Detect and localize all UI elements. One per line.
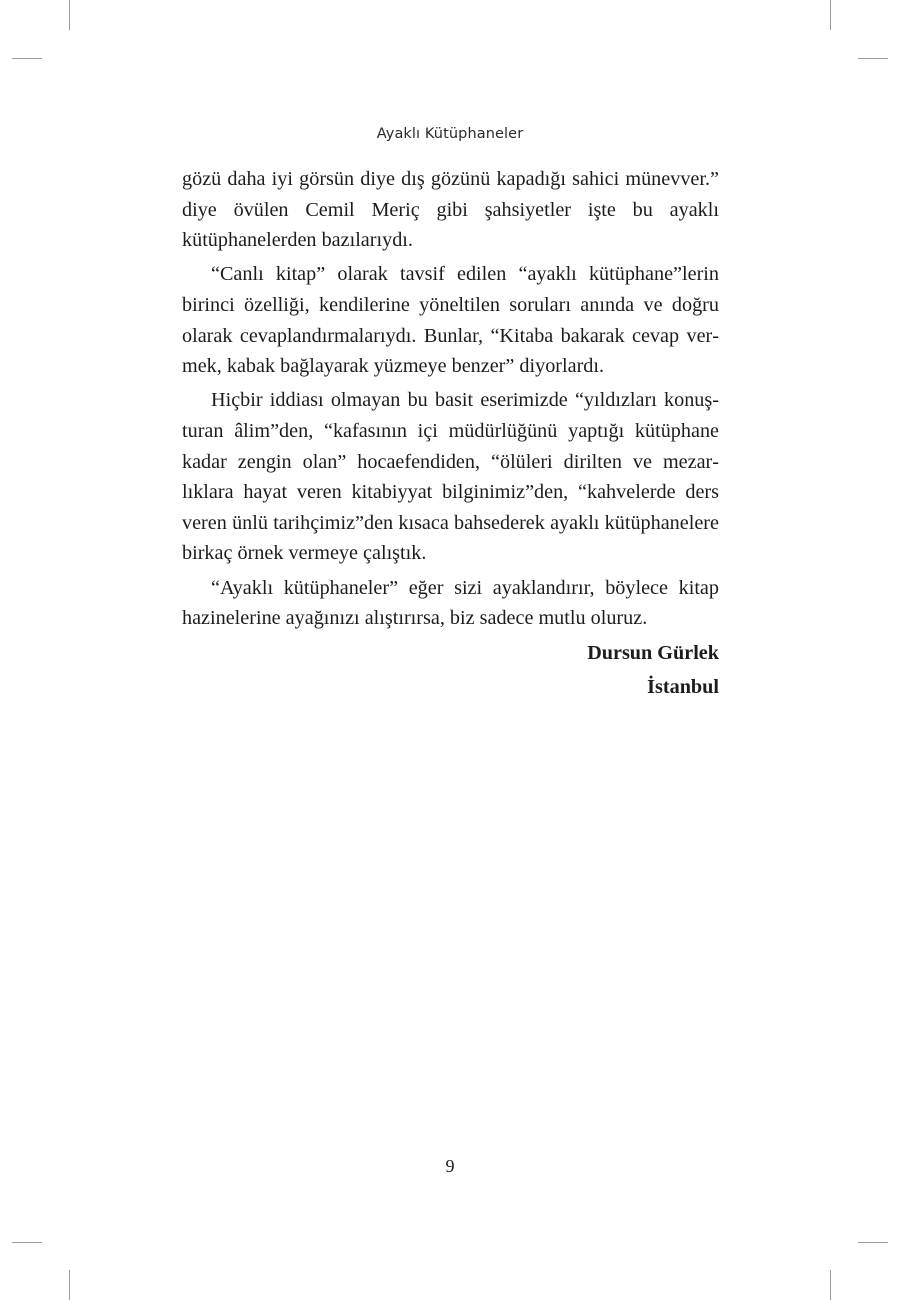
signature-author: Dursun Gürlek [587,641,719,664]
crop-mark-top-right-horizontal [858,58,888,59]
paragraph-2: “Canlı kitap” olarak tavsif edilen “ayaklı kütüphane”lerin birinci özelliği, kendilerine yöneltilen soruları anında ve doğru olarak cevaplandırmalarıydı. Bunlar, “Kitaba bakarak cevap vermek, kabak bağlayarak yüzmeye benzer” diyorlardı. [182,263,719,378]
body-text [182,164,719,703]
paragraph-1: gözü daha iyi görsün diye dış gözünü kapadığı sahici münevver.” diye övülen Cemil Meriç gibi şahsiyetler işte bu ayaklı kütüphanelerden bazılarıydı. [182,168,719,252]
crop-mark-bottom-right [830,1270,831,1300]
crop-mark-top-left [69,0,70,30]
paragraph-3: Hiçbir iddiası olmayan bu basit eserimizde “yıldızları konuşturan âlim”den, “kafasının içi müdürlüğünü yaptığı kütüphane kadar zengin olan” hocaefendiden, “ölüleri dirilten ve mezarlıklara hayat veren kitabiyyat bilginimiz”den, “kahvelerde ders veren ünlü tarihçimiz”den kısaca bahsederek ayaklı kütüphanelere birkaç örnek vermeye çalıştık. [182,389,719,565]
running-head: Ayaklı Kütüphaneler [376,126,524,142]
paragraph-4: “Ayaklı kütüphaneler” eğer sizi ayaklandırır, böylece kitap hazinelerine ayağınızı alıştırırsa, biz sadece mutlu oluruz. [182,576,719,630]
crop-mark-bottom-left-horizontal [12,1242,42,1243]
page-number: 9 [445,1156,455,1176]
crop-mark-bottom-right-horizontal [858,1242,888,1243]
crop-mark-top-left-horizontal [12,58,42,59]
crop-mark-top-right [830,0,831,30]
crop-mark-bottom-left [69,1270,70,1300]
signature-place: İstanbul [647,676,719,699]
